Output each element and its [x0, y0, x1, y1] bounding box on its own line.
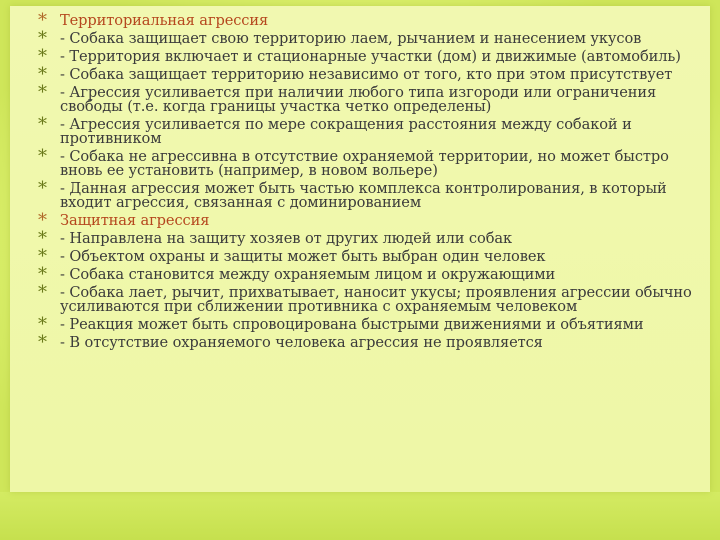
list-item-text: - Агрессия усиливается при наличии любого типа изгороди или ограничения свободы (т.е. когда границы участка четко определены) — [60, 84, 657, 115]
list-item — [38, 178, 714, 211]
bottom-band — [0, 492, 720, 540]
section-heading — [38, 210, 714, 231]
list-item-text: - Собака становится между охраняемым лицом и окружающими — [60, 266, 556, 283]
bullet-asterisk-icon: * — [38, 46, 47, 67]
list-item-text: - Территория включает и стационарные участки (дом) и движимые (автомобиль) — [60, 48, 681, 65]
list-item — [38, 114, 714, 147]
list-item — [38, 46, 714, 67]
bullet-asterisk-icon: * — [38, 64, 47, 85]
list-item — [38, 228, 714, 249]
list-item-text: - Собака защищает территорию независимо от того, кто при этом присутствует — [60, 66, 673, 83]
list-item — [38, 246, 714, 267]
list-item — [38, 264, 714, 285]
text-panel — [10, 6, 710, 492]
list-item-text: - Агрессия усиливается по мере сокращения расстояния между собакой и противником — [60, 116, 632, 147]
bullet-asterisk-icon: * — [38, 264, 47, 285]
list-item-text: - В отсутствие охраняемого человека агрессия не проявляется — [60, 334, 543, 351]
bullet-asterisk-icon: * — [38, 82, 47, 103]
bullet-asterisk-icon: * — [38, 28, 47, 49]
list-item-text: - Направлена на защиту хозяев от других людей или собак — [60, 230, 513, 247]
section-heading-text: Защитная агрессия — [60, 212, 210, 229]
list-item-text: - Данная агрессия может быть частью комплекса контролирования, в который входит агрессия, связанная с доминированием — [60, 180, 667, 211]
bullet-asterisk-icon: * — [38, 314, 47, 335]
list-item-text: - Собака не агрессивна в отсутствие охраняемой территории, но может быстро вновь ее установить (например, в новом вольере) — [60, 148, 669, 179]
list-item — [38, 82, 714, 115]
list-item-text: - Собака лает, рычит, прихватывает, наносит укусы; проявления агрессии обычно усиливаются при сближении противника с охраняемым человеком — [60, 284, 692, 315]
list-item — [38, 64, 714, 85]
section-heading-text: Территориальная агрессия — [60, 12, 269, 29]
list-item-text: - Собака защищает свою территорию лаем, рычанием и нанесением укусов — [60, 30, 642, 47]
bullet-asterisk-icon: * — [38, 246, 47, 267]
list-item — [38, 28, 714, 49]
bullet-asterisk-icon: * — [38, 114, 47, 135]
bullet-asterisk-icon: * — [38, 178, 47, 199]
list-item — [38, 314, 714, 335]
bullet-asterisk-icon: * — [38, 228, 47, 249]
list-item — [38, 282, 714, 315]
bullet-asterisk-icon: * — [38, 282, 47, 303]
bullet-list — [38, 10, 714, 353]
bullet-asterisk-icon: * — [38, 10, 47, 31]
list-item — [38, 332, 714, 353]
bullet-asterisk-icon: * — [38, 146, 47, 167]
list-item-text: - Объектом охраны и защиты может быть выбран один человек — [60, 248, 546, 265]
bullet-asterisk-icon: * — [38, 332, 47, 353]
bullet-asterisk-icon: * — [38, 210, 47, 231]
section-heading — [38, 10, 714, 31]
list-item — [38, 146, 714, 179]
list-item-text: - Реакция может быть спровоцирована быстрыми движениями и объятиями — [60, 316, 644, 333]
